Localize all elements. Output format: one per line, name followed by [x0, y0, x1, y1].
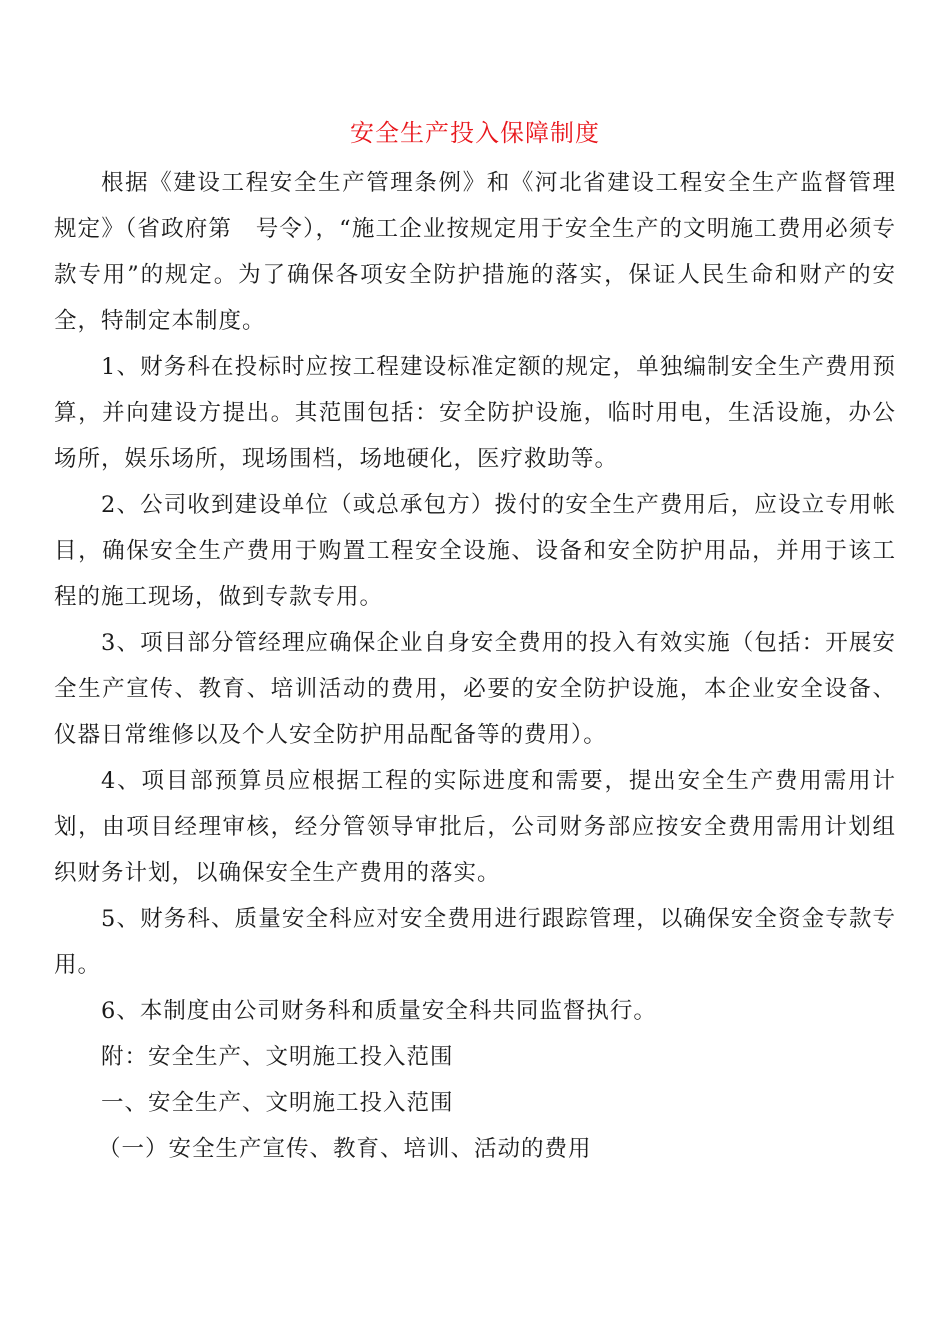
subsection-heading-1: （一）安全生产宣传、教育、培训、活动的费用: [98, 1136, 592, 1162]
clause-6: 6、本制度由公司财务科和质量安全科共同监督执行。: [101, 998, 657, 1024]
appendix-heading: 附：安全生产、文明施工投入范围: [101, 1044, 454, 1070]
intro-paragraph: 根据《建设工程安全生产管理条例》和《河北省建设工程安全生产监督管理规定》（省政府第 号令），“施工企业按规定用于安全生产的文明施工费用必须专款专用”的规定。为了确保各项安全防护措施的落实，保证人民生命和财产的安全，特制定本制度。: [54, 170, 896, 334]
section-heading-1: 一、安全生产、文明施工投入范围: [101, 1090, 454, 1116]
clause-5: 5、财务科、质量安全科应对安全费用进行跟踪管理，以确保安全资金专款专用。: [54, 906, 896, 978]
clause-2: 2、公司收到建设单位（或总承包方）拨付的安全生产费用后，应设立专用帐目，确保安全生产费用于购置工程安全设施、设备和安全防护用品，并用于该工程的施工现场，做到专款专用。: [54, 492, 896, 610]
document-title: 安全生产投入保障制度: [350, 119, 600, 147]
clause-3: 3、项目部分管经理应确保企业自身安全费用的投入有效实施（包括：开展安全生产宣传、教育、培训活动的费用，必要的安全防护设施，本企业安全设备、仪器日常维修以及个人安全防护用品配备等的费用）。: [54, 630, 896, 748]
clause-1: 1、财务科在投标时应按工程建设标准定额的规定，单独编制安全生产费用预算，并向建设方提出。其范围包括：安全防护设施，临时用电，生活设施，办公场所，娱乐场所，现场围档，场地硬化，医疗救助等。: [54, 354, 896, 472]
clause-4: 4、项目部预算员应根据工程的实际进度和需要，提出安全生产费用需用计划，由项目经理审核，经分管领导审批后，公司财务部应按安全费用需用计划组织财务计划，以确保安全生产费用的落实。: [54, 768, 896, 886]
